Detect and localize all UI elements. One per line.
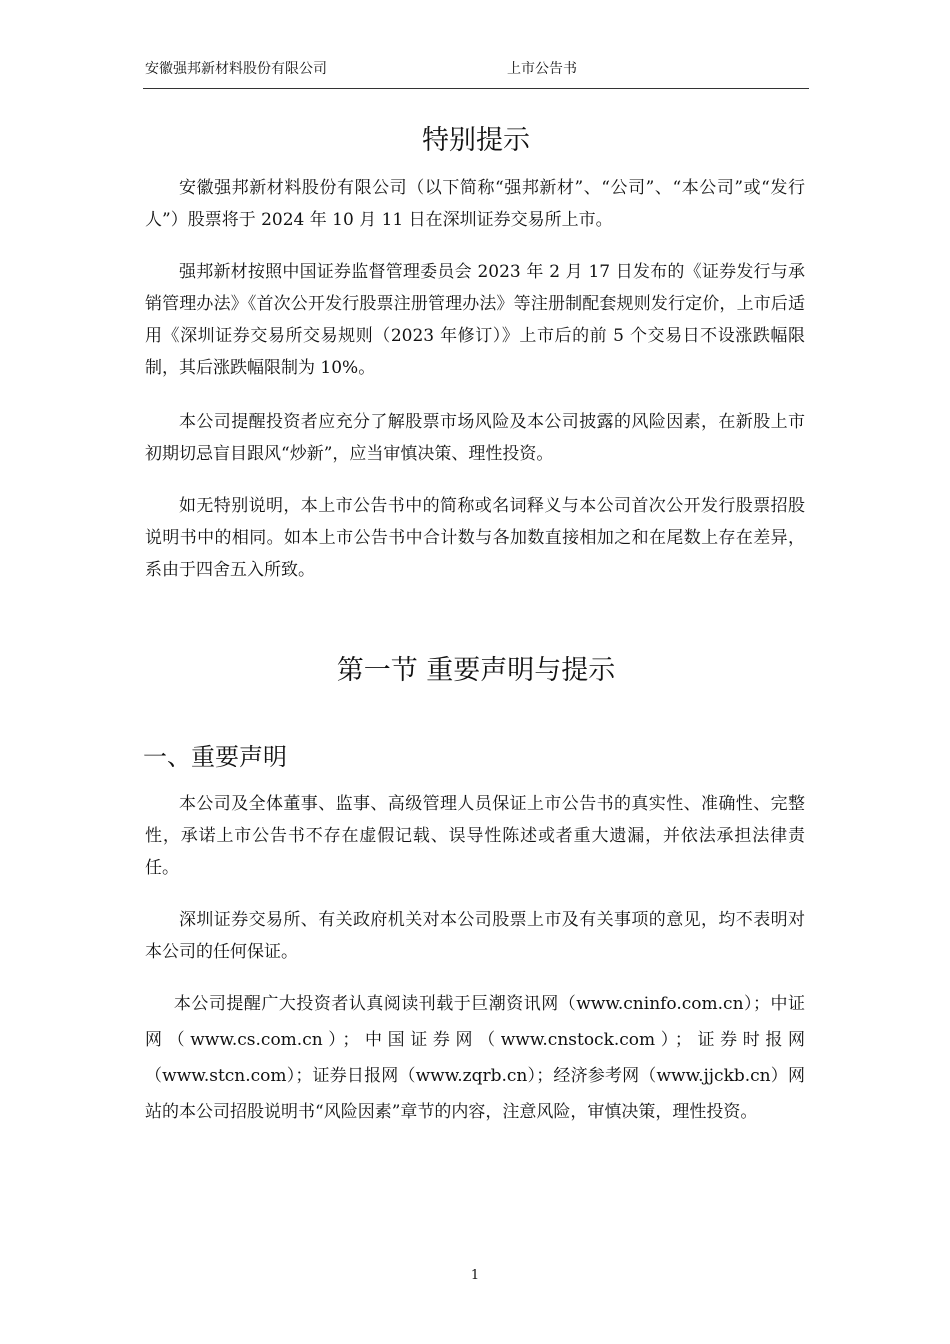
declaration-paragraph-3: 本公司提醒广大投资者认真阅读刊载于巨潮资讯网（www.cninfo.com.cn）；中证网（www.cs.com.cn）；中国证券网（www.cnstock.com）；证券时报网（www.stcn.com）；证券日报网（www.zqrb.cn）；经济参考网（www.jjckb.cn）网站的本公司招股说明书“风险因素”章节的内容，注意风险，审慎决策，理性投资。 [145,994,805,1122]
header-company-name: 安徽强邦新材料股份有限公司 [145,61,327,77]
special-notice-title: 特别提示 [422,125,530,156]
section-title: 第一节 重要声明与提示 [336,655,616,686]
page-number: 1 [470,1268,480,1283]
subsection-title: 一、重要声明 [143,743,287,771]
declaration-paragraph-2: 深圳证券交易所、有关政府机关对本公司股票上市及有关事项的意见，均不表明对本公司的任何保证。 [145,910,805,962]
special-notice-paragraph-1: 安徽强邦新材料股份有限公司（以下简称“强邦新材”、“公司”、“本公司”或“发行人”）股票将于 2024 年 10 月 11 日在深圳证券交易所上市。 [145,178,805,230]
special-notice-paragraph-4: 如无特别说明，本上市公告书中的简称或名词释义与本公司首次公开发行股票招股说明书中的相同。如本上市公告书中合计数与各加数直接相加之和在尾数上存在差异，系由于四舍五入所致。 [145,496,805,580]
declaration-paragraph-1: 本公司及全体董事、监事、高级管理人员保证上市公告书的真实性、准确性、完整性，承诺上市公告书不存在虚假记载、误导性陈述或者重大遗漏，并依法承担法律责任。 [145,794,805,878]
special-notice-paragraph-3: 本公司提醒投资者应充分了解股票市场风险及本公司披露的风险因素，在新股上市初期切忌盲目跟风“炒新”，应当审慎决策、理性投资。 [145,412,805,464]
special-notice-paragraph-2: 强邦新材按照中国证券监督管理委员会 2023 年 2 月 17 日发布的《证券发行与承销管理办法》《首次公开发行股票注册管理办法》等注册制配套规则发行定价，上市后适用《深圳证券交易所交易规则（2023 年修订）》上市后的前 5 个交易日不设涨跌幅限制，其后涨跌幅限制为 10%。 [145,262,805,378]
page-header [143,56,809,89]
header-document-title: 上市公告书 [507,61,577,77]
